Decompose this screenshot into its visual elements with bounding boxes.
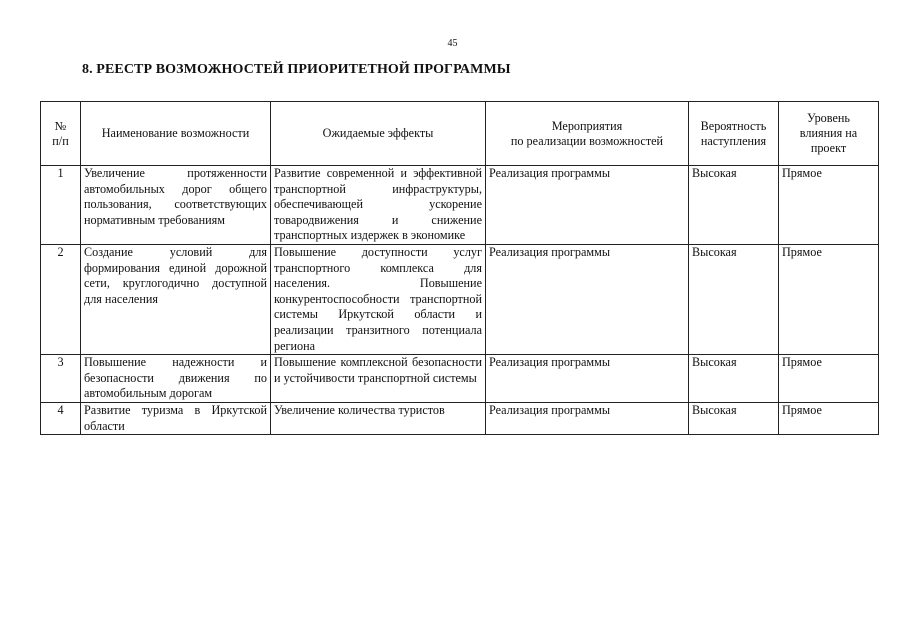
row-number: 2 (41, 244, 81, 354)
opportunities-registry-table (40, 101, 879, 435)
measures: Реализация программы (486, 166, 689, 245)
header-line: по реализации возможностей (510, 133, 664, 148)
measures: Реализация программы (486, 402, 689, 434)
expected-effects: Увеличение количества туристов (271, 402, 486, 434)
table-row (41, 166, 879, 245)
page-number: 45 (447, 38, 458, 49)
row-number: 4 (41, 402, 81, 434)
header-line: влияния на (799, 126, 858, 140)
probability: Высокая (689, 355, 779, 403)
row-number: 1 (41, 166, 81, 245)
header-opportunity-name (81, 102, 271, 166)
header-line: Наименование возможности (101, 126, 250, 140)
header-line: Ожидаемые эффекты (322, 126, 434, 140)
impact-level: Прямое (779, 402, 879, 434)
table-row (41, 244, 879, 354)
opportunity-name: Развитие туризма в Иркутской области (81, 402, 271, 434)
expected-effects: Развитие современной и эффективной транспортной инфраструктуры, обеспечивающей ускорение товародвижения и снижение транспортных издержек в экономике (271, 166, 486, 245)
expected-effects: Повышение доступности услуг транспортного комплекса для населения. Повышение конкурентоспособности транспортной системы Иркутской области и реализации транзитного потенциала региона (271, 244, 486, 354)
header-line: наступления (700, 133, 767, 148)
impact-level: Прямое (779, 166, 879, 245)
header-impact-level (779, 102, 879, 166)
impact-level: Прямое (779, 244, 879, 354)
probability: Высокая (689, 244, 779, 354)
header-probability (689, 102, 779, 166)
measures: Реализация программы (486, 355, 689, 403)
probability: Высокая (689, 402, 779, 434)
table-header-row (41, 102, 879, 166)
header-measures (486, 102, 689, 166)
header-expected-effects (271, 102, 486, 166)
impact-level: Прямое (779, 355, 879, 403)
row-number: 3 (41, 355, 81, 403)
table-row (41, 355, 879, 403)
header-number (41, 102, 81, 166)
opportunity-name: Увеличение протяженности автомобильных дорог общего пользования, соответствующих нормативным требованиям (81, 166, 271, 245)
header-line: п/п (52, 133, 69, 148)
header-line: проект (810, 141, 847, 155)
table-row (41, 402, 879, 434)
header-line: Мероприятия (551, 118, 623, 133)
header-line: Вероятность (700, 118, 767, 133)
expected-effects: Повышение комплексной безопасности и устойчивости транспортной системы (271, 355, 486, 403)
probability: Высокая (689, 166, 779, 245)
opportunity-name: Повышение надежности и безопасности движения по автомобильным дорогам (81, 355, 271, 403)
header-line: Уровень (807, 111, 850, 125)
section-title: 8. РЕЕСТР ВОЗМОЖНОСТЕЙ ПРИОРИТЕТНОЙ ПРОГРАММЫ (82, 62, 511, 77)
opportunity-name: Создание условий для формирования единой дорожной сети, круглогодично доступной для населения (81, 244, 271, 354)
measures: Реализация программы (486, 244, 689, 354)
header-line: № (54, 118, 67, 133)
